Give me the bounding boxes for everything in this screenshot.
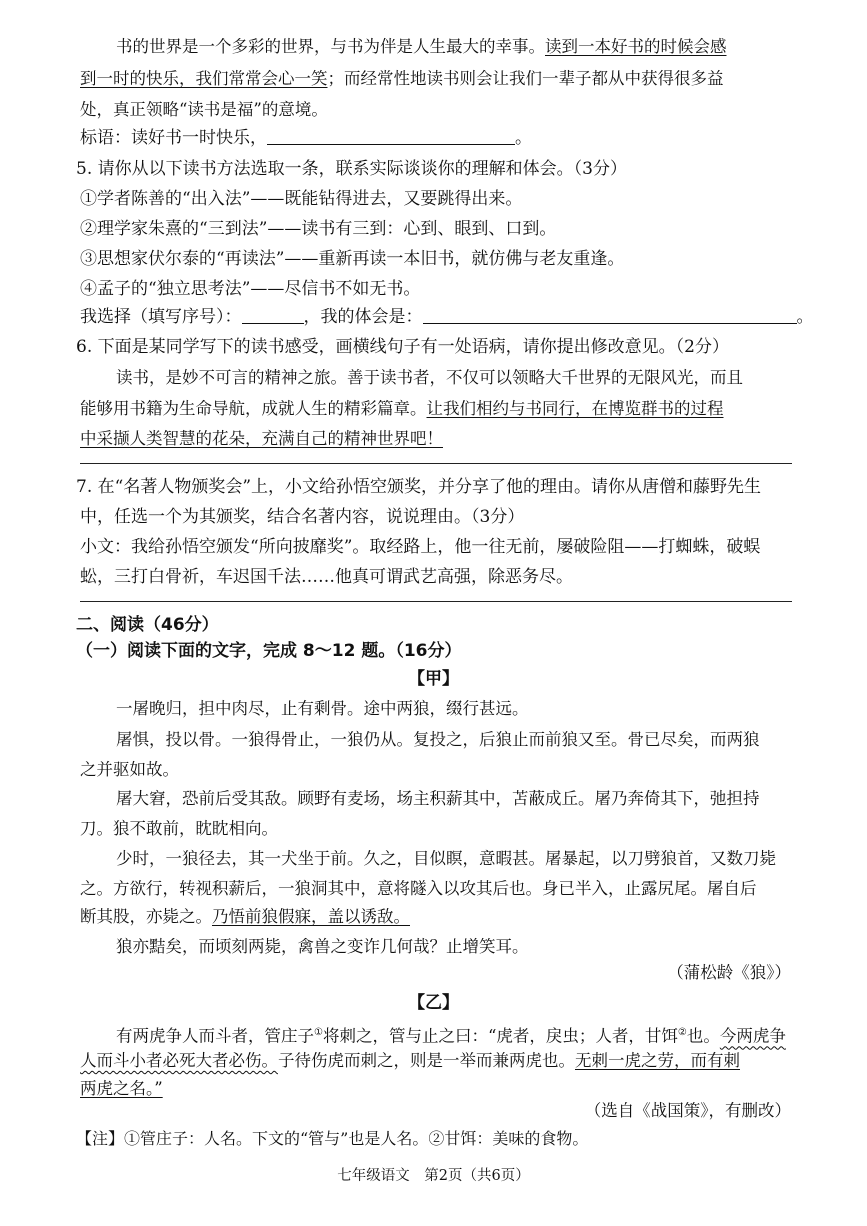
yi-text: 有两虎争人而斗者，管庄子 [116, 1026, 314, 1046]
yi-line-1 [116, 1022, 786, 1048]
footnote: 【注】①管庄子：人名。下文的“管与”也是人名。②甘饵：美味的食物。 [76, 1129, 589, 1148]
q6-text: 能够用书籍为生命导航，成就人生的精彩篇章。 [80, 399, 427, 418]
q7-line-4: 蚣，三打白骨祈，车迟国千法……他真可谓武艺高强，除恶务尽。 [80, 567, 573, 587]
jia-paragraph-2b: 之并驱如故。 [80, 760, 179, 779]
yi-underlined-text: 两虎之名。” [80, 1079, 163, 1098]
yi-text: 子待伤虎而刺之，则是一举而兼两虎也。 [278, 1051, 575, 1070]
q5-option-1: ①学者陈善的“出入法”——既能钻得进去，又要跳得出来。 [80, 189, 523, 209]
section-2-title: 二、阅读（46分） [76, 615, 219, 635]
q6-line-2 [80, 398, 724, 420]
q6-answer-line[interactable] [80, 463, 792, 464]
q6-underlined-text: 中采撷人类智慧的花朵，充满自己的精神世界吧！ [80, 429, 443, 448]
q4-underlined-text: 读到一本好书的时候会感 [545, 37, 727, 56]
jia-paragraph-4c [80, 906, 410, 928]
jia-underlined-sentence: 乃悟前狼假寐，盖以诱敌。 [212, 907, 410, 926]
q4-line-2 [80, 68, 724, 90]
choice-label: 我选择（填写序号）： [80, 307, 242, 327]
jia-source: （蒲松龄《狼》） [667, 963, 791, 982]
jia-paragraph-4b: 之。方欲行，转视积薪后，一狼洞其中，意将隧入以攻其后也。身已半入，止露尻尾。屠自后 [80, 879, 757, 898]
yi-line-2 [80, 1050, 740, 1072]
q4-underlined-text: 到一时的快乐，我们常常会心一笑 [80, 69, 328, 88]
q5-option-2: ②理学家朱熹的“三到法”——读书有三到：心到、眼到、口到。 [80, 219, 557, 239]
jia-paragraph-3b: 刀。狼不敢前，眈眈相向。 [80, 819, 278, 838]
q5-answer-line [80, 306, 814, 328]
q4-line-1 [116, 36, 727, 58]
q6-underlined-text: 让我们相约与书同行，在博览群书的过程 [426, 399, 724, 418]
q7-line-3: 小文：我给孙悟空颁发“所向披靡奖”。取经路上，他一往无前，屡破险阻——打蜘蛛，破蜈 [80, 537, 761, 557]
page-footer: 七年级语文 第2页（共6页） [337, 1168, 530, 1184]
footnote-marker-2: ② [677, 1027, 687, 1038]
q6-line-3 [80, 428, 443, 450]
passage-jia-heading: 【甲】 [408, 669, 459, 689]
q6-title: 6. 下面是某同学写下的读书感受，画横线句子有一处语病，请你提出修改意见。（2分） [76, 337, 729, 357]
slogan-answer-blank[interactable] [267, 128, 515, 145]
yi-wavy-underlined-text: 今两虎争 [719, 1026, 786, 1046]
reflect-label: ，我的体会是： [303, 307, 423, 327]
q5-title: 5. 请你从以下读书方法选取一条，联系实际谈谈你的理解和体会。（3分） [76, 159, 627, 179]
reflect-answer-blank[interactable] [423, 307, 797, 324]
jia-paragraph-3a: 屠大窘，恐前后受其敌。顾野有麦场，场主积薪其中，苫蔽成丘。屠乃奔倚其下，弛担持 [116, 789, 760, 808]
jia-paragraph-4a: 少时，一狼径去，其一犬坐于前。久之，目似瞑，意暇甚。屠暴起，以刀劈狼首，又数刀毙 [116, 849, 776, 868]
q5-option-4: ④孟子的“独立思考法”——尽信书不如无书。 [80, 279, 421, 299]
yi-wavy-underlined-text: 人而斗小者必死大者必伤。 [80, 1051, 278, 1070]
jia-paragraph-1: 一屠晚归，担中肉尽，止有剩骨。途中两狼，缀行甚远。 [116, 699, 529, 718]
q4-text: 书的世界是一个多彩的世界，与书为伴是人生最大的幸事。 [116, 37, 545, 56]
q4-slogan [80, 127, 532, 149]
jia-text: 断其股，亦毙之。 [80, 907, 212, 926]
yi-underlined-text: 无刺一虎之劳，而有刺 [575, 1051, 740, 1070]
jia-paragraph-2a: 屠惧，投以骨。一狼得骨止，一狼仍从。复投之，后狼止而前狼又至。骨已尽矣，而两狼 [116, 730, 760, 749]
q7-answer-line[interactable] [80, 601, 792, 602]
footnote-marker-1: ① [314, 1027, 323, 1038]
slogan-label: 标语：读好书一时快乐， [80, 128, 267, 148]
q7-line-1: 7. 在“名著人物颁奖会”上，小文给孙悟空颁奖，并分享了他的理由。请你从唐僧和藤野先生 [76, 477, 762, 497]
passage-yi-heading: 【乙】 [408, 993, 459, 1013]
q4-text: ；而经常性地读书则会让我们一辈子都从中获得很多益 [327, 69, 724, 88]
q7-line-2: 中，任选一个为其颁奖，结合名著内容，说说理由。（3分） [80, 507, 525, 527]
yi-text: 将刺之，管与止之曰：“虎者，戾虫；人者，甘饵 [322, 1026, 678, 1046]
q6-line-1: 读书，是妙不可言的精神之旅。善于读书者，不仅可以领略大千世界的无限风光，而且 [116, 368, 743, 387]
yi-line-3 [80, 1078, 163, 1100]
choice-answer-blank[interactable] [242, 307, 304, 324]
q5-end: 。 [796, 307, 814, 327]
yi-text: 也。 [686, 1026, 720, 1046]
jia-paragraph-5: 狼亦黠矣，而顷刻两毙，禽兽之变诈几何哉？止增笑耳。 [116, 937, 529, 956]
slogan-end: 。 [515, 128, 532, 148]
q4-line-3: 处，真正领略“读书是福”的意境。 [80, 100, 328, 119]
section-2-subtitle: （一）阅读下面的文字，完成 8～12 题。（16分） [76, 641, 462, 661]
yi-source: （选自《战国策》，有删改） [584, 1101, 791, 1120]
q5-option-3: ③思想家伏尔泰的“再读法”——重新再读一本旧书，就仿佛与老友重逢。 [80, 249, 625, 269]
